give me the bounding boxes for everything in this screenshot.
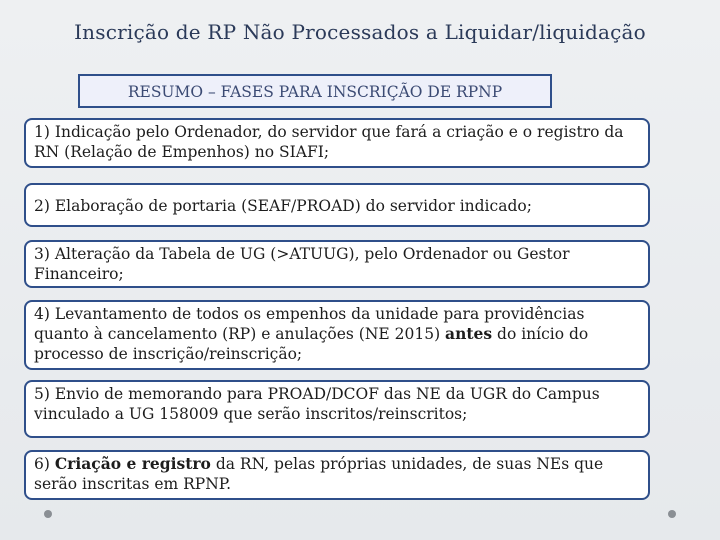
step-3-box xyxy=(24,240,650,288)
step-4-box xyxy=(24,300,650,370)
step-1-box xyxy=(24,118,650,168)
step-4-text: 4) Levantamento de todos os empenhos da unidade para providências quanto à cancelamento (RP) e anulações (NE 2015) xyxy=(34,305,585,343)
step-6-text-end: da RN, pelas próprias unidades, de suas NEs que serão inscritas em RPNP. xyxy=(34,455,604,493)
step-2-text: 2) Elaboração de portaria (SEAF/PROAD) do servidor indicado; xyxy=(34,197,532,215)
step-5-box xyxy=(24,380,650,438)
step-4-text-end: do início do processo de inscrição/reinscrição; xyxy=(34,325,589,363)
right-decoration-dot xyxy=(668,510,676,518)
summary-heading-box: RESUMO – FASES PARA INSCRIÇÃO DE RPNP xyxy=(78,74,552,108)
step-1-text: 1) Indicação pelo Ordenador, do servidor que fará a criação e o registro da RN (Relação de Empenhos) no SIAFI; xyxy=(34,123,624,161)
step-5-text: 5) Envio de memorando para PROAD/DCOF das NE da UGR do Campus vinculado a UG 158009 que serão inscritos/reinscritos; xyxy=(34,385,600,423)
step-6-emphasis: Criação e registro xyxy=(54,454,211,473)
step-2-box xyxy=(24,183,650,227)
step-3-text: 3) Alteração da Tabela de UG (>ATUUG), pelo Ordenador ou Gestor Financeiro; xyxy=(34,245,570,283)
left-decoration-dot xyxy=(44,510,52,518)
step-4-emphasis: antes xyxy=(445,324,493,343)
step-6-text: 6) xyxy=(34,455,55,473)
slide-title: Inscrição de RP Não Processados a Liquidar/liquidação xyxy=(74,20,646,44)
step-6-box xyxy=(24,450,650,500)
